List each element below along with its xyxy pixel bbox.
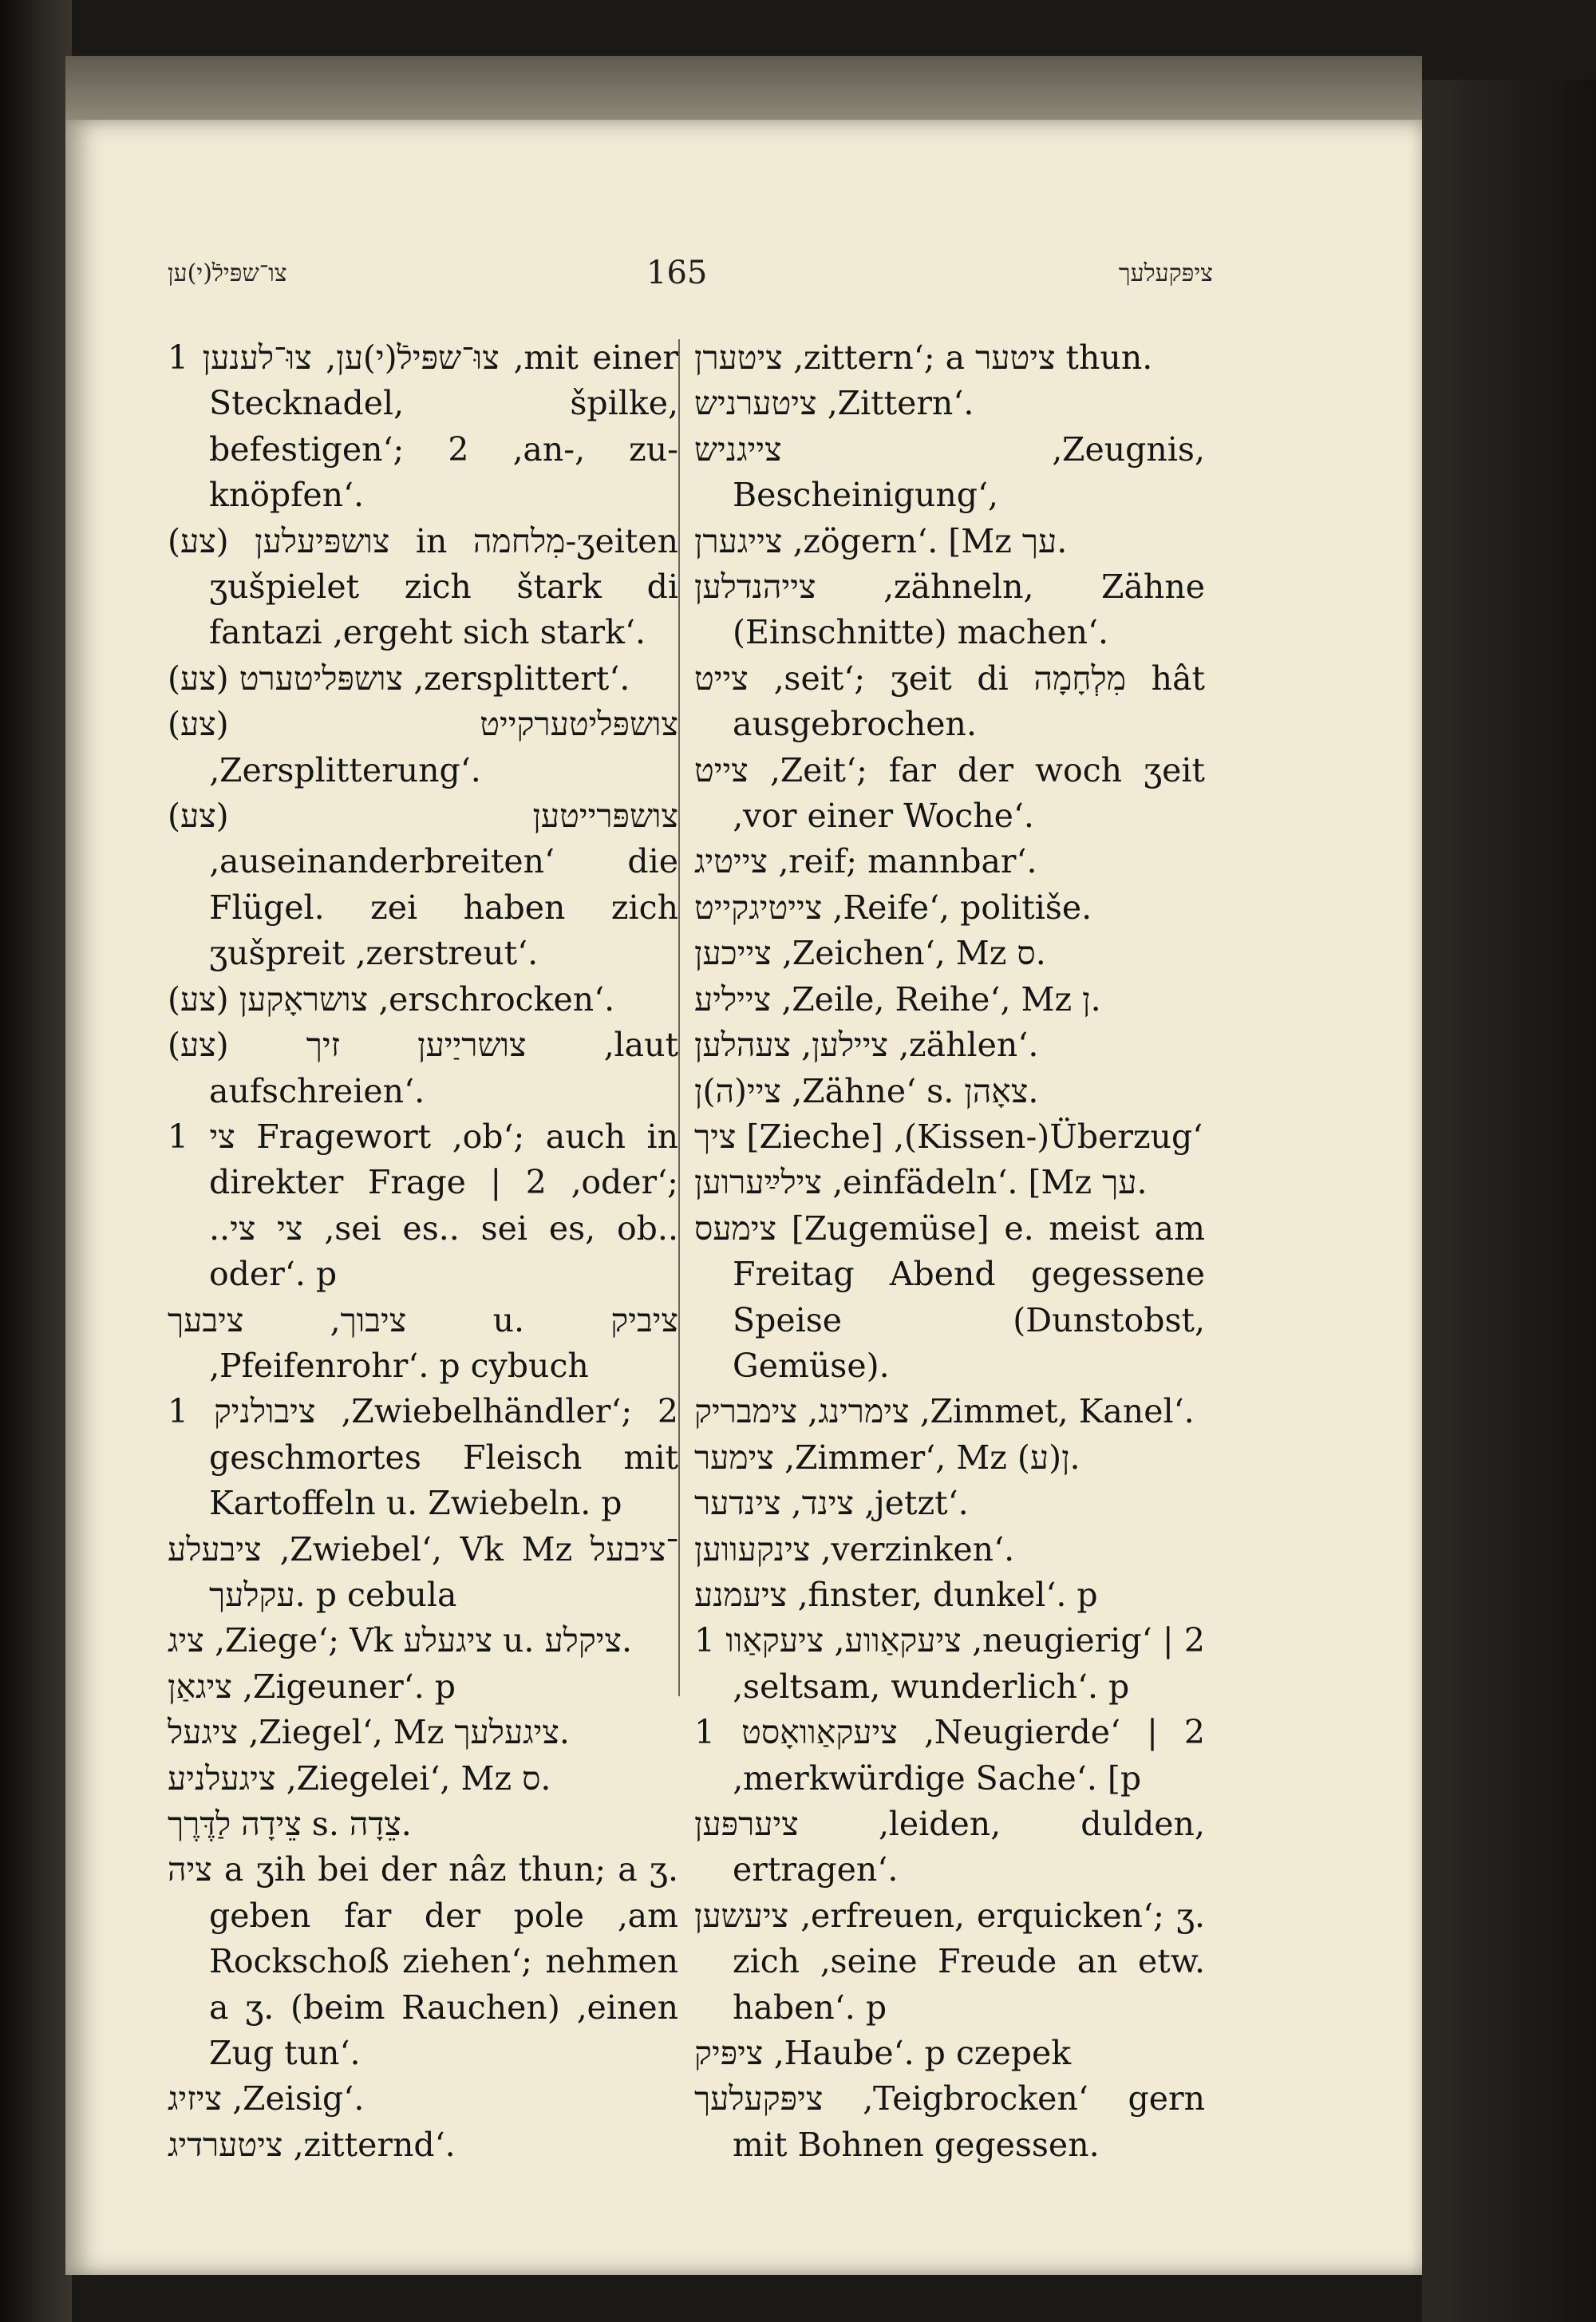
dictionary-entry: צימעס [Zugemüse] e. meist am Freitag Abend gegessene Speise (Dunstobst, Gemüse). <box>694 1208 1205 1385</box>
dictionary-entry: ציגאַן ‚Zigeuner‘. p <box>168 1667 456 1706</box>
dictionary-entry: ציעקאַווע, ציעקאַוו 1 ‚neugierig‘ | 2 ‚seltsam, wunderlich‘. p <box>694 1621 1205 1706</box>
dictionary-entry: צילײַערוען ‚einfädeln‘. [Mz עך. <box>694 1163 1148 1202</box>
dictionary-entry: צייהנדלען ‚zähneln, Zähne (Einschnitte) machen‘. <box>694 568 1205 652</box>
dictionary-entry: צֵידָה לַדֶּרֶך s. צֵדָה. <box>168 1805 412 1843</box>
dictionary-entry: ציטערניש ‚Zittern‘. <box>694 384 974 423</box>
dictionary-entry: ציה a ʒih bei der nâz thun; a ʒ. geben far der pole ‚am Rockschoß ziehen‘; nehmen a ʒ. (beim Rauchen) ‚einen Zug tun‘. <box>168 1850 678 2073</box>
dictionary-entry: ציבוך, ציבעך u. ציביק ‚Pfeifenrohr‘. p cybuch <box>168 1300 678 1385</box>
dictionary-entry: ציך [Zieche] ‚(Kissen-)Überzug‘ <box>694 1117 1203 1156</box>
dictionary-entry: צושפּליטערט (צע) ‚zersplittert‘. <box>168 659 630 698</box>
dictionary-entry: צייטיג ‚reif; mannbar‘. <box>694 842 1037 881</box>
dictionary-entry: צייגניש ‚Zeugnis, Bescheinigung‘, <box>694 429 1205 515</box>
dictionary-entry: צושריַיען זיך (צע) ‚laut aufschreien‘. <box>168 1026 678 1110</box>
dictionary-entry: ציי(ה)ן ‚Zähne‘ s. צאָהן. <box>694 1071 1039 1110</box>
dictionary-entry: צייכען ‚Zeichen‘, Mz ס. <box>694 934 1046 973</box>
right-column <box>694 335 1205 2168</box>
dictionary-entry: ציג ‚Ziege‘; Vk ציגעלע u. ציקלע. <box>168 1621 633 1660</box>
dictionary-entry: צי 1 Fragewort ‚ob‘; auch in direkter Frage | 2 ‚oder‘; ..צי צי ‚sei es.. sei es, ob.. oder‘. p <box>168 1117 678 1294</box>
dictionary-entry: ציזיג ‚Zeisig‘. <box>168 2079 365 2118</box>
dictionary-entry: צייטיגקייט ‚Reife‘, politiše. <box>694 888 1092 927</box>
running-head <box>168 255 1213 307</box>
dictionary-entry: ציעשען ‚erfreuen, erquicken‘; ʒ. zich ‚seine Freude an etw. haben‘. p <box>694 1896 1205 2027</box>
dictionary-entry: ציעמנע ‚finster, dunkel‘. p <box>694 1575 1098 1614</box>
dictionary-entry: צייליע ‚Zeile, Reihe‘, Mz ן. <box>694 979 1101 1019</box>
page-top-edge <box>65 56 1422 120</box>
dictionary-entry: צייט ‚seit‘; ʒeit di מִלְחָמָה hât ausgebrochen. <box>694 659 1206 744</box>
dictionary-entry: צינקעווען ‚verzinken‘. <box>694 1529 1015 1568</box>
left-column <box>168 335 678 2168</box>
dictionary-entry: צושפּליטערקייט (צע) ‚Zersplitterung‘. <box>168 705 678 789</box>
dictionary-entry: ציבעלע ‚Zwiebel‘, Vk Mz ־ציבעל עקלעך. p cebula <box>168 1529 678 1614</box>
dictionary-entry: ציפּיק ‚Haube‘. p czepek <box>694 2034 1072 2073</box>
dictionary-entry: צייט ‚Zeit‘; far der woch ʒeit ‚vor einer Woche‘. <box>694 750 1205 836</box>
dictionary-entry: צושפּיעלען (צע) in מִלחמה-ʒeiten ʒušpielet zich štark di fantazi ‚ergeht sich stark‘. <box>168 521 678 652</box>
running-head-left: צו־שפּילֿ(י)ען <box>168 259 287 287</box>
page-number: 165 <box>646 255 708 291</box>
dictionary-entry: ציגעלניע ‚Ziegelei‘, Mz ס. <box>168 1758 551 1798</box>
dictionary-entry: ציטערדיג ‚zitternd‘. <box>168 2125 456 2164</box>
dictionary-entry: צימער ‚Zimmer‘, Mz ן(ע). <box>694 1438 1080 1477</box>
dictionary-entry: צייגערן ‚zögern‘. [Mz עך. <box>694 521 1068 560</box>
dictionary-entry: צושראָקען (צע) ‚erschrocken‘. <box>168 979 615 1019</box>
dictionary-entry: ציילען, צעהלען ‚zählen‘. <box>694 1026 1039 1065</box>
column-divider <box>678 339 680 1696</box>
dictionary-entry: צימרינג, צימבריק ‚Zimmet, Kanel‘. <box>694 1392 1195 1431</box>
dictionary-entry: ציגעל ‚Ziegel‘, Mz ציגעלעך. <box>168 1713 570 1752</box>
dictionary-entry: צינד, צינדער ‚jetzt‘. <box>694 1484 969 1523</box>
dictionary-entry: ציעקאַוואָסט 1 ‚Neugierde‘ | 2 ‚merkwürdige Sache‘. [p <box>694 1713 1205 1798</box>
dictionary-entry: ציערפּען ‚leiden, dulden, ertragen‘. <box>694 1805 1205 1889</box>
dictionary-entry: ציפּקעלעך ‚Teigbrocken‘ gern mit Bohnen gegessen. <box>694 2079 1205 2164</box>
book-right-edge <box>1422 80 1596 2322</box>
dictionary-entry: צוּ־שפּילֿ(י)ען, צוּ־לענען 1 ‚mit einer Stecknadel, špilke, befestigen‘; 2 ‚an-, zu-knöpfen‘. <box>168 338 678 515</box>
book-spine-shadow <box>0 0 72 2322</box>
dictionary-entry: צושפּרייטען (צע) ‚auseinanderbreiten‘ die Flügel. zei haben zich ʒušpreit ‚zerstreut‘. <box>168 797 678 973</box>
dictionary-entry: ציבולניק 1 ‚Zwiebelhändler‘; 2 geschmortes Fleisch mit Kartoffeln u. Zwiebeln. p <box>168 1392 678 1523</box>
running-head-right: ציפּקעלעך <box>1118 259 1213 287</box>
dictionary-entry: ציטערן ‚zittern‘; a ציטער thun. <box>694 338 1153 377</box>
